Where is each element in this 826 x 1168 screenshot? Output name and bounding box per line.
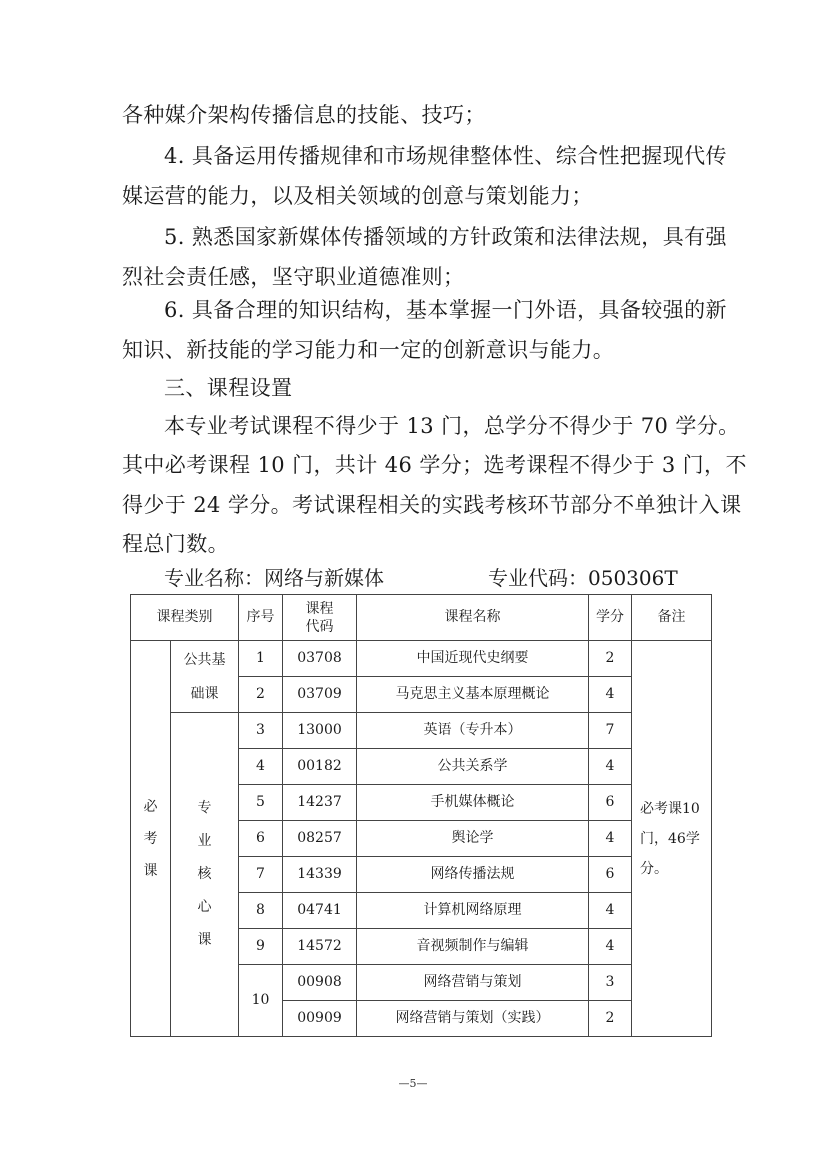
paragraph-line: 6. 具备合理的知识结构，基本掌握一门外语，具备较强的新	[164, 298, 727, 322]
header-credit: 学分	[589, 595, 632, 641]
code-cell: 03708	[283, 641, 357, 677]
seq-cell: 8	[239, 893, 283, 929]
paragraph-line: 程总门数。	[122, 532, 229, 556]
paragraph-line: 得少于 24 学分。考试课程相关的实践考核环节部分不单独计入课	[122, 493, 742, 517]
name-cell: 英语（专升本）	[357, 713, 589, 749]
category-required-text: 必考课	[143, 798, 158, 879]
credit-cell: 6	[589, 785, 632, 821]
paragraph-line: 5. 熟悉国家新媒体传播领域的方针政策和法律法规，具有强	[164, 225, 727, 249]
seq-cell: 7	[239, 857, 283, 893]
code-cell: 00909	[283, 1001, 357, 1037]
seq-cell: 1	[239, 641, 283, 677]
credit-cell: 4	[589, 821, 632, 857]
name-cell: 公共关系学	[357, 749, 589, 785]
header-seq: 序号	[239, 595, 283, 641]
note-cell: 必考课10门，46学分。	[632, 641, 712, 1037]
header-code-text: 课程代码	[305, 600, 334, 635]
seq-cell: 6	[239, 821, 283, 857]
name-cell: 音视频制作与编辑	[357, 929, 589, 965]
name-cell: 网络营销与策划（实践）	[357, 1001, 589, 1037]
credit-cell: 4	[589, 677, 632, 713]
major-code: 专业代码：050306T	[488, 566, 678, 590]
name-cell: 网络传播法规	[357, 857, 589, 893]
course-table	[130, 594, 712, 1037]
header-category: 课程类别	[131, 595, 239, 641]
header-note: 备注	[632, 595, 712, 641]
credit-cell: 4	[589, 749, 632, 785]
paragraph-line: 本专业考试课程不得少于 13 门，总学分不得少于 70 学分。	[164, 414, 740, 438]
subcategory-core-text: 专业核心课	[197, 800, 212, 948]
code-cell: 14339	[283, 857, 357, 893]
code-cell: 04741	[283, 893, 357, 929]
seq-cell: 10	[239, 965, 283, 1037]
paragraph-line: 4. 具备运用传播规律和市场规律整体性、综合性把握现代传	[164, 144, 727, 168]
name-cell: 网络营销与策划	[357, 965, 589, 1001]
name-cell: 舆论学	[357, 821, 589, 857]
seq-cell: 2	[239, 677, 283, 713]
paragraph-line: 其中必考课程 10 门，共计 46 学分；选考课程不得少于 3 门，不	[122, 453, 747, 477]
code-cell: 14572	[283, 929, 357, 965]
section-heading: 三、课程设置	[164, 376, 293, 400]
name-cell: 中国近现代史纲要	[357, 641, 589, 677]
table-header-row	[131, 595, 712, 641]
credit-cell: 2	[589, 1001, 632, 1037]
credit-cell: 2	[589, 641, 632, 677]
seq-cell: 3	[239, 713, 283, 749]
code-cell: 00182	[283, 749, 357, 785]
code-cell: 00908	[283, 965, 357, 1001]
header-code	[283, 595, 357, 641]
subcategory-core	[171, 713, 239, 1037]
name-cell: 计算机网络原理	[357, 893, 589, 929]
subcategory-public	[171, 641, 239, 713]
code-cell: 03709	[283, 677, 357, 713]
name-cell: 马克思主义基本原理概论	[357, 677, 589, 713]
table-row	[131, 641, 712, 677]
major-name: 专业名称：网络与新媒体	[164, 566, 384, 590]
seq-cell: 5	[239, 785, 283, 821]
code-cell: 14237	[283, 785, 357, 821]
paragraph-line: 烈社会责任感，坚守职业道德准则；	[122, 265, 465, 289]
paragraph-line: 各种媒介架构传播信息的技能、技巧；	[122, 103, 486, 127]
credit-cell: 6	[589, 857, 632, 893]
category-required	[131, 641, 171, 1037]
seq-cell: 4	[239, 749, 283, 785]
code-cell: 08257	[283, 821, 357, 857]
credit-cell: 4	[589, 893, 632, 929]
code-cell: 13000	[283, 713, 357, 749]
paragraph-line: 知识、新技能的学习能力和一定的创新意识与能力。	[122, 338, 615, 362]
page-number: —5—	[398, 1077, 428, 1090]
credit-cell: 4	[589, 929, 632, 965]
table-row	[131, 713, 712, 749]
name-cell: 手机媒体概论	[357, 785, 589, 821]
header-name: 课程名称	[357, 595, 589, 641]
paragraph-line: 媒运营的能力，以及相关领域的创意与策划能力；	[122, 184, 593, 208]
seq-cell: 9	[239, 929, 283, 965]
credit-cell: 3	[589, 965, 632, 1001]
credit-cell: 7	[589, 713, 632, 749]
subcategory-public-text: 公共基础课	[183, 651, 226, 702]
